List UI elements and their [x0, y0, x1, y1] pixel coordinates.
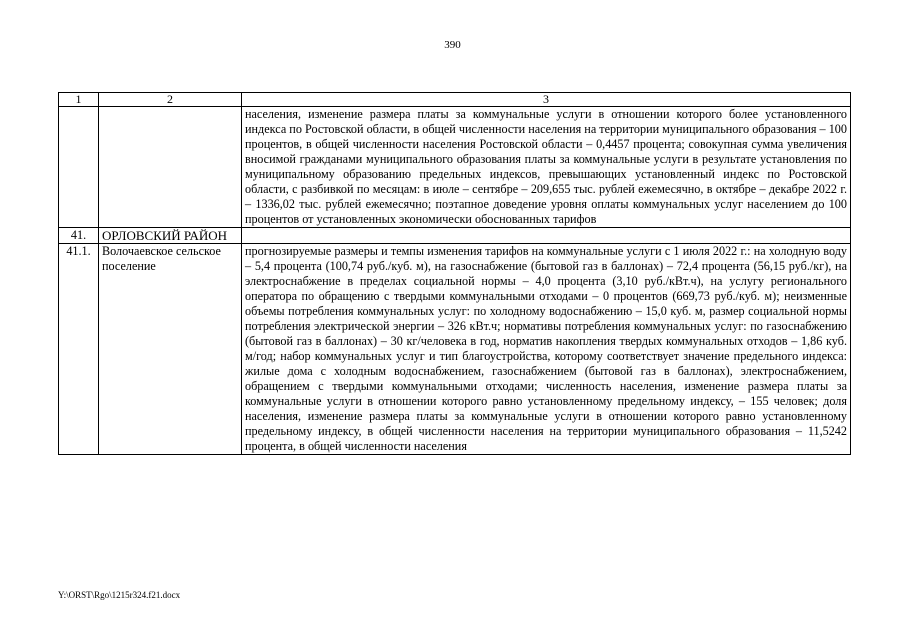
row-text: прогнозируемые размеры и темпы изменения тарифов на коммунальные услуги с 1 июля 2022 г.: на холодную воду – 5,4 процента (100,74 руб./куб. м), на газоснабжение (бытовой газ в баллонах) – 72,4 процента (56,15 руб./кг), на электроснабжение в пределах социальной нормы – 4,0 процента (3,10 руб./кВт.ч), на услугу регионального оператора по обращению с твердыми коммунальными отходами – 0 процентов (669,73 руб./куб. м); неизменные объемы потребления коммунальных услуг: по холодному водоснабжению – 15,0 куб. м, размер социальной нормы потребления электрической энергии – 326 кВт.ч; нормативы потребления коммунальных услуг: по газоснабжению (бытовой газ в баллонах) – 30 кг/человека в год, норматив накопления твердых коммунальных отходов – 1,86 куб. м/год; набор коммунальных услуг и тип благоустройства, которому соответствует значение предельного индекса: жилые дома с холодным водоснабжением, газоснабжением (бытовой газ в баллонах), электроснабжением, обращением с твердыми коммунальными отходами; численность населения, изменение размера платы за коммунальные услуги в отношении которого равно установленному предельному индексу, – 155 человек; доля населения, изменение размера платы за коммунальные услуги в отношении которого равно установленному предельному индексу, в общей численности населения на территории муниципального образования – 11,5242 процента, в общей численности населения — [242, 244, 851, 455]
district-name: ОРЛОВСКИЙ РАЙОН — [99, 228, 242, 244]
column-header-3: 3 — [242, 93, 851, 107]
row-name — [99, 107, 242, 228]
row-number: 41.1. — [59, 244, 99, 455]
page-number: 390 — [444, 39, 461, 51]
row-number — [59, 107, 99, 228]
row-name: Волочаевское сельское поселение — [99, 244, 242, 455]
document-table — [58, 92, 851, 455]
row-text: населения, изменение размера платы за коммунальные услуги в отношении которого более установленного индекса по Ростовской области, в общей численности населения на территории муниципального образования – 100 процентов, в общей численности населения Ростовской области – 0,4457 процента; совокупная сумма увеличения вносимой гражданами муниципального образования платы за коммунальные услуги в результате установления по муниципальному образованию предельных индексов, превышающих установленный индекс по Ростовской области, с разбивкой по месяцам: в июле – сентябре – 209,655 тыс. рублей ежемесячно, в октябре – декабре 2022 г. – 1336,02 тыс. рублей ежемесячно; поэтапное доведение уровня оплаты коммунальных услуг населением до 100 процентов от установленных экономически обоснованных тарифов — [242, 107, 851, 228]
table-header-row — [59, 93, 851, 107]
table-row — [59, 244, 851, 455]
table-row — [59, 107, 851, 228]
row-number: 41. — [59, 228, 99, 244]
column-header-2: 2 — [99, 93, 242, 107]
column-header-1: 1 — [59, 93, 99, 107]
table-row — [59, 228, 851, 244]
row-text — [242, 228, 851, 244]
file-path-footer: Y:\ORST\Rgo\1215r324.f21.docx — [58, 590, 181, 600]
